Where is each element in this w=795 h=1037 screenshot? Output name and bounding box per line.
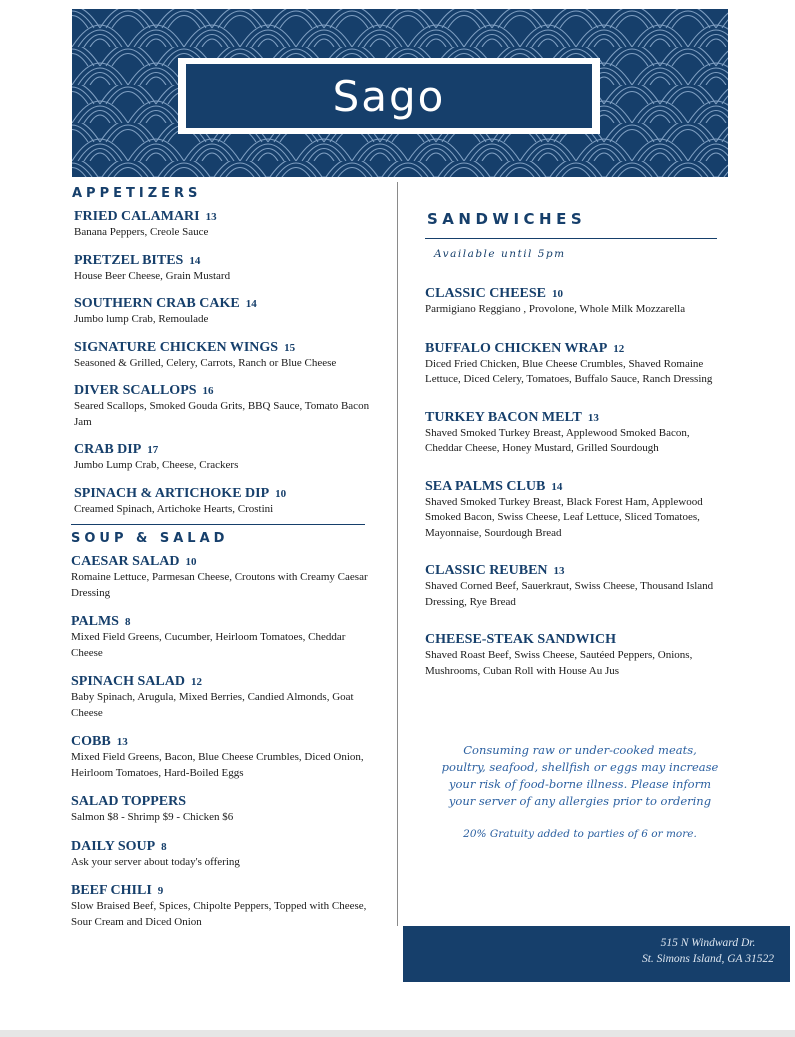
- item-price: 10: [185, 556, 197, 568]
- menu-item: [71, 790, 371, 826]
- item-price: 14: [245, 298, 257, 310]
- sandwiches-list: [425, 282, 725, 679]
- item-name: COBB: [71, 734, 111, 749]
- menu-item: [425, 475, 725, 542]
- item-price: 15: [284, 341, 296, 354]
- item-description: Creamed Spinach, Artichoke Hearts, Crostini: [74, 502, 274, 515]
- section-rule: [71, 524, 365, 525]
- soup-salad-heading: SOUP & SALAD: [71, 531, 229, 546]
- gratuity-note: 20% Gratuity added to parties of 6 or more.: [463, 828, 697, 840]
- item-name: BUFFALO CHICKEN WRAP: [425, 340, 608, 356]
- menu-item: [71, 730, 371, 781]
- item-name: DIVER SCALLOPS: [74, 383, 197, 398]
- item-description: Jumbo Lump Crab, Cheese, Crackers: [74, 459, 239, 471]
- address-block: [642, 935, 774, 967]
- item-description: Banana Peppers, Creole Sauce: [74, 226, 209, 238]
- item-description: Shaved Corned Beef, Sauerkraut, Swiss Cheese, Thousand Island Dressing, Rye Bread: [425, 580, 714, 608]
- section-rule: [425, 238, 717, 239]
- item-price: 13: [205, 211, 217, 223]
- item-description: Parmigiano Reggiano , Provolone, Whole Milk Mozzarella: [425, 303, 686, 315]
- menu-item: [425, 406, 725, 457]
- item-description: House Beer Cheese, Grain Mustard: [74, 269, 231, 282]
- item-name: SEA PALMS CLUB: [425, 478, 546, 494]
- item-price: 12: [613, 342, 625, 355]
- appetizers-list: [74, 205, 371, 517]
- menu-item: [71, 550, 371, 601]
- item-description: Baby Spinach, Arugula, Mixed Berries, Candied Almonds, Goat Cheese: [71, 691, 354, 719]
- item-price: 14: [551, 480, 563, 493]
- menu-item: [425, 282, 725, 318]
- menu-item: [71, 835, 371, 871]
- item-name: SALAD TOPPERS: [71, 794, 187, 809]
- item-price: 10: [552, 288, 563, 300]
- item-price: 9: [157, 885, 164, 897]
- item-description: Shaved Smoked Turkey Breast, Applewood Smoked Bacon, Cheddar Cheese, Honey Mustard, Grilled Sourdough: [425, 426, 690, 454]
- right-column: [425, 210, 725, 679]
- item-description: Jumbo lump Crab, Remoulade: [74, 313, 209, 325]
- menu-item: [74, 292, 371, 328]
- item-price: 10: [275, 487, 287, 500]
- menu-item: [71, 610, 371, 661]
- item-description: Diced Fried Chicken, Blue Cheese Crumbles, Shaved Romaine Lettuce, Diced Celery, Tomatoes, Buffalo Sauce, Ranch Dressing: [425, 357, 713, 385]
- address-city: St. Simons Island, GA 31522: [641, 953, 774, 965]
- item-description: Seared Scallops, Smoked Gouda Grits, BBQ Sauce, Tomato Bacon Jam: [74, 400, 370, 428]
- item-description: Seasoned & Grilled, Celery, Carrots, Ranch or Blue Cheese: [74, 356, 337, 369]
- item-price: 17: [147, 444, 159, 456]
- food-safety-notice: Consuming raw or under-cooked meats, poultry, seafood, shellfish or eggs may increase your risk of food-borne illness. Please inform your server of any allergies prior to ordering: [441, 743, 719, 808]
- soup-salad-list: [71, 550, 371, 930]
- item-name: CHEESE-STEAK SANDWICH: [425, 632, 616, 647]
- item-name: FRIED CALAMARI: [74, 209, 200, 224]
- item-description: Mixed Field Greens, Bacon, Blue Cheese Crumbles, Diced Onion, Heirloom Tomatoes, Hard-Boiled Eggs: [71, 751, 364, 779]
- restaurant-name: Sago: [186, 64, 592, 128]
- item-name: BEEF CHILI: [71, 883, 152, 898]
- item-name: SPINACH SALAD: [71, 674, 185, 689]
- menu-item: [71, 670, 371, 721]
- item-price: 13: [553, 565, 565, 577]
- item-description: Salmon $8 - Shrimp $9 - Chicken $6: [71, 811, 234, 823]
- menu-item: [74, 438, 371, 474]
- appetizers-heading: APPETIZERS: [72, 186, 202, 201]
- menu-item: [425, 337, 725, 388]
- item-name: PRETZEL BITES: [74, 252, 184, 268]
- menu-item: [425, 628, 725, 679]
- page-bottom-strip: [0, 1030, 795, 1037]
- menu-item: [74, 482, 371, 518]
- item-name: CLASSIC CHEESE: [425, 286, 546, 301]
- item-price: 13: [587, 411, 599, 424]
- item-price: 8: [124, 616, 131, 628]
- logo-frame: [178, 58, 600, 134]
- item-name: SPINACH & ARTICHOKE DIP: [74, 485, 270, 501]
- item-price: 13: [116, 736, 128, 748]
- item-description: Ask your server about today's offering: [71, 855, 240, 868]
- sandwiches-heading: SANDWICHES: [427, 210, 587, 228]
- item-name: PALMS: [71, 614, 119, 629]
- address-footer: [403, 926, 790, 982]
- item-name: TURKEY BACON MELT: [425, 409, 582, 425]
- item-name: SOUTHERN CRAB CAKE: [74, 296, 240, 311]
- item-price: 16: [202, 385, 214, 397]
- menu-item: [71, 879, 371, 930]
- menu-item: [74, 249, 371, 285]
- item-description: Mixed Field Greens, Cucumber, Heirloom Tomatoes, Cheddar Cheese: [71, 631, 346, 659]
- menu-header-banner: [72, 9, 728, 177]
- item-name: DAILY SOUP: [71, 838, 156, 854]
- item-name: SIGNATURE CHICKEN WINGS: [74, 339, 279, 355]
- item-name: CAESAR SALAD: [71, 554, 180, 569]
- menu-item: [74, 379, 371, 430]
- item-price: 14: [189, 254, 201, 267]
- address-street: 515 N Windward Dr.: [660, 937, 756, 949]
- item-description: Shaved Smoked Turkey Breast, Black Forest Ham, Applewood Smoked Bacon, Swiss Cheese, Leaf Lettuce, Sliced Tomatoes, Mayonnaise, Sourdough Bread: [425, 495, 703, 539]
- item-price: 12: [190, 676, 202, 688]
- menu-item: [74, 205, 371, 241]
- item-description: Shaved Roast Beef, Swiss Cheese, Sautéed Peppers, Onions, Mushrooms, Cuban Roll with House Au Jus: [425, 649, 693, 677]
- menu-item: [74, 336, 371, 372]
- item-price: 8: [161, 840, 167, 853]
- item-name: CLASSIC REUBEN: [425, 563, 548, 578]
- item-description: Slow Braised Beef, Spices, Chipolte Peppers, Topped with Cheese, Sour Cream and Diced Onion: [71, 900, 367, 928]
- item-name: CRAB DIP: [74, 442, 142, 457]
- column-divider: [397, 182, 398, 926]
- item-description: Romaine Lettuce, Parmesan Cheese, Croutons with Creamy Caesar Dressing: [71, 571, 368, 599]
- left-column: [71, 180, 371, 930]
- availability-note: Available until 5pm: [434, 248, 566, 260]
- menu-item: [425, 559, 725, 610]
